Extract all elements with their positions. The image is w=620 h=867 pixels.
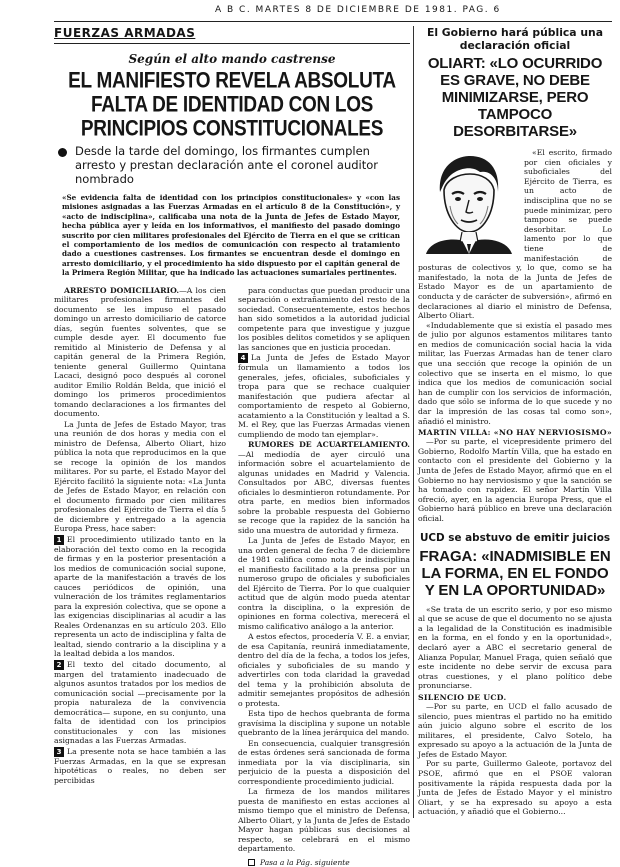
- point-number: 4: [238, 353, 248, 363]
- paragraph-text: —Al mediodía de ayer circuló una información sobre el acuartelamiento de algunas unidades en Madrid y Valencia. Consultados por ABC, diversas fuentes oficiales lo desmintieron rotundamente. Por otra parte, en medios bien informados sobre la probable respuesta del Gobierno se recoge que la rapidez de la sanción ha sido una muestra de autoridad y firmeza.: [238, 449, 410, 535]
- paragraph-text: El texto del citado documento, al margen del tratamiento inadecuado de algunos asuntos tratados por los medios de comunicación social —precisamente por la propia naturaleza de la convivencia democrática— supone, en su conjunto, una falta de identidad con los principios constitucionales y con las misiones asignadas a las Fuerzas Armadas.: [54, 659, 226, 746]
- point-number: 2: [54, 660, 64, 670]
- sidebar-paragraph: —Por su parte, en UCD el fallo acusado de silencio, pues mientras el partido no ha emitido aún juicio alguno sobre el escrito de los militares, el presidente, Calvo Sotelo, ha expresado su apoyo a la actuación de la Junta de Jefes de Estado Mayor.: [418, 701, 612, 759]
- paragraph-lead: ARRESTO DOMICILIARIO.: [64, 285, 180, 295]
- continue-link[interactable]: [238, 858, 410, 867]
- oliart-kicker: El Gobierno hará pública una declaración oficial: [426, 26, 604, 52]
- subhead-text: Desde la tarde del domingo, los firmantes cumplen arresto y prestan declaración ante el coronel auditor nombrado: [75, 144, 379, 186]
- article-subhead: [54, 144, 410, 186]
- sidebar-paragraph: «El escrito, firmado por cien oficiales y suboficiales del Ejército de Tierra, es un acto de indisciplina que no se puede minimizar, pero tampoco se puede desorbitar. Lo lamento por lo que tiene de manifestación de posturas de colectivos y, lo que, como se ha manifestado, la nota de la Junta de Jefes de Estado Mayor es de un apartamiento de conducta y de carácter de subversión», afirmó en declaraciones al diario el ministro de Defensa, Alberto Oliart.: [418, 148, 612, 321]
- martin-villa-subhead: MARTIN VILLA: «NO HAY NERVIOSISMO»: [418, 428, 612, 438]
- article-paragraph: [238, 286, 410, 353]
- oliart-body: [418, 148, 612, 524]
- article-column-2: [238, 286, 410, 867]
- article-kicker: Según el alto mando castrense: [128, 52, 336, 66]
- paragraph-text: A estos efectos, procedería V. E. a enviar, de esa Capitanía, reunirá inmediatamente, dentro del día de la fecha, a todos los jefes, oficiales y suboficiales de su mando y advertirles con toda claridad la gravedad del tema y la prohibición absoluta de admitir semejantes propósitos de adhesión o protesta.: [238, 632, 410, 708]
- oliart-headline: OLIART: «LO OCURRIDO ES GRAVE, NO DEBE MINIMIZARSE, PERO TAMPOCO DESORBITARSE»: [427, 55, 603, 140]
- paragraph-text: La firmeza de los mandos militares puesta de manifiesto en estas acciones al mismo tiempo que el ministro de Defensa, Alberto Oliart, y la Junta de Jefes de Estado Mayor hagan públicas sus decisiones al respecto, se celebrará en el mismo departamento.: [238, 787, 410, 854]
- martin-villa-paragraphs: [418, 437, 612, 523]
- article-column-1: [54, 286, 226, 867]
- square-icon: [248, 859, 255, 866]
- paragraph-text: El procedimiento utilizado tanto en la elaboración del texto como en la recogida de firmas y en la posterior presentación a los medios de comunicación social supone, aparte de la manifestación a través de los cauces periódicos de opinión, una vulneración de los trámites reglamentarios para la expresión colectiva, que se opone a las exigencias disciplinarias al acudir a las Reales Ordenanzas en su artículo 203. Ello representa un acto de indisciplina y falta de lealtad, siendo contrario a la disciplina y a la lealtad debida a los mandos.: [54, 534, 226, 659]
- fraga-headline: FRAGA: «INADMISIBLE EN LA FORMA, EN EL FONDO Y EN LA OPORTUNIDAD»: [419, 547, 611, 599]
- portrait-photo: [418, 148, 518, 254]
- continue-text: Pasa a la Pág. siguiente: [260, 857, 350, 867]
- paragraph-text: Esta tipo de hechos quebranta de forma gravísima la disciplina y supone un notable quebranto de la línea jerárquica del mando.: [238, 709, 410, 738]
- article-paragraph: [238, 739, 410, 787]
- article-paragraph: [54, 660, 226, 746]
- sidebar-articles: [418, 26, 612, 818]
- sidebar-paragraph: «Se trata de un escrito serio, y por eso mismo al que se acuse de que el documento no se ajusta a la legalidad de la Constitución es inadmisible en la forma, en el fondo y en la oportunidad», declaró ayer a ABC el secretario general de Alianza Popular, Manuel Fraga, quien señaló que este incidente no debe servir de excusa para otras cuestiones, y el plano político debe pronunciarse.: [418, 604, 612, 691]
- column-divider: [413, 26, 414, 818]
- article-columns: [54, 286, 410, 867]
- ucd-paragraphs: [418, 702, 612, 817]
- article-paragraph: [238, 353, 410, 439]
- article-paragraph: [238, 632, 410, 708]
- header-rule: [54, 21, 612, 22]
- section-rule: [54, 43, 410, 44]
- paragraph-text: La presente nota se hace también a las Fuerzas Armadas, en la que se expresan hipotéticas o reales, no deben ser percibidas: [54, 746, 226, 785]
- article-paragraph: [54, 286, 226, 419]
- article-paragraph: [238, 536, 410, 631]
- article-paragraph: [54, 420, 226, 534]
- point-number: 1: [54, 535, 64, 545]
- sidebar-paragraph: —Por su parte, el vicepresidente primero del Gobierno, Rodolfo Martín Villa, que ha estado en contacto con el presidente del Gobierno y la Junta de Jefes de Estado Mayor, afirmó que en el Gobierno no hay nerviosismo y que la sanción se ha tomado con rapidez. El señor Martín Villa ofreció, ayer, en la agencia Europa Press, que el Gobierno hará público en breve una declaración oficial.: [418, 437, 612, 523]
- fraga-kicker: UCD se abstuvo de emitir juicios: [419, 531, 611, 544]
- page-folio: A B C. MARTES 8 DE DICIEMBRE DE 1981. PAG. 6: [215, 5, 501, 15]
- sidebar-paragraph: Por su parte, Guillermo Galeote, portavoz del PSOE, afirmó que en el PSOE valoran positivamente la rápida respuesta dada por la Junta de Jefes de Estado Mayor y el ministro Oliart, y se ha expresado su apoyo a esta actuación, y añadió que el Gobierno...: [418, 759, 612, 817]
- article-headline: EL MANIFIESTO REVELA ABSOLUTA FALTA DE IDENTIDAD CON LOS PRINCIPIOS CONSTITUCIONALES: [68, 69, 396, 142]
- article-paragraph: [238, 440, 410, 535]
- article-intro: «Se evidencia falta de identidad con los principios constitucionales» y «con las misiones asignadas a las Fuerzas Armadas en el artículo 8 de la Constitución», y «acto de indisciplina», calificaba una nota de la Junta de Jefes de Estado Mayor, hecha pública ayer y leída en los informativos, el manifiesto del pasado domingo suscrito por cien militares profesionales del Ejército de Tierra en el que se critican el comportamiento de los medios de comunicación con respecto al tratamiento dado a cuestiones castrenses. Los firmantes se encuentran desde el domingo en arresto domiciliario, y el procedimiento ha sido dispuesto por el capitán general de la Primera Región Militar, que ha indicado las actuaciones sumariales pertinentes.: [62, 193, 400, 278]
- main-article: [54, 26, 410, 867]
- point-number: 3: [54, 747, 64, 757]
- paragraph-text: La Junta de Jefes de Estado Mayor, en una orden general de fecha 7 de diciembre de 1981 califica como nota de indisciplina el manifiesto facilitado a la prensa por un numeroso grupo de oficiales y suboficiales del Ejército de Tierra. Por lo que cualquier actitud que de algún modo pueda atentar contra la disciplina, o la expresión de opiniones en forma colectiva, merecerá el mismo calificativo análogo a la anterior.: [238, 536, 410, 631]
- article-paragraph: [238, 787, 410, 854]
- article-paragraph: [238, 709, 410, 738]
- paragraph-lead: RUMORES DE ACUARTELAMIENTO.: [248, 440, 410, 450]
- ucd-subhead: SILENCIO DE UCD.: [418, 692, 507, 702]
- paragraph-text: La Junta de Jefes de Estado Mayor formula un llamamiento a todos los generales, jefes, oficiales, suboficiales y tropa para que se rechace cualquier manifestación que pudiera afectar al comportamiento de respeto al Gobierno, acatamiento a la Constitución y lealtad a S. M. el Rey, que las Fuerzas Armadas vienen cumpliendo de modo tan ejemplar».: [238, 353, 410, 439]
- paragraph-text: —A los cien militares profesionales firmantes del documento se les impuso el pasado domingo un arresto domiciliario de catorce días, según fuentes solventes, que se cumple desde ayer. El documento fue remitido al Ministerio de Defensa y al capitán general de la Primera Región, teniente general Guillermo Quintana Lacaci, designó poco después al coronel auditor Emilio Roldán Belda, que inició el domingo los primeros procedimientos tomando declaraciones a los firmantes del documento.: [54, 285, 226, 419]
- article-paragraph: [54, 535, 226, 659]
- paragraph-text: para conductas que puedan producir una separación o extrañamiento del resto de la sociedad. Consecuentemente, estos hechos han sido sometidos a la autoridad judicial competente para que investigue y juzgue los posibles delitos cometidos y se apliquen las sanciones que en justicia procedan.: [238, 285, 410, 352]
- fraga-paragraphs: [418, 605, 612, 691]
- article-paragraph: [54, 747, 226, 786]
- paragraph-text: En consecuencia, cualquier transgresión de estas órdenes será sancionada de forma inmediata por la vía disciplinaria, sin perjuicio de la puesta a disposición del correspondiente procedimiento judicial.: [238, 738, 410, 786]
- sidebar-paragraph: «Indudablemente que si existía el pasado mes de julio por algunos estamentos militares tanto en medios de comunicación social hacia la vida militar, las Fuerzas Armadas han de tener claro que una sección que recoge la opinión de un colectivo que se inserta en el mismo, lo que indica que los medios de comunicación social han de cumplir con los servicios de información, dado que sólo se informa de lo que sucede y no dar la impresión de las cosas tal como son», añadió el ministro.: [418, 320, 612, 426]
- paragraph-text: La Junta de Jefes de Estado Mayor, tras una reunión de dos horas y media con el ministro de Defensa, Alberto Oliart, hizo pública la nota que reproducimos en la que se recoge la opinión de los mandos militares. Por su parte, el Estado Mayor del Ejército facilitó la siguiente nota: «La Junta de Jefes de Estado Mayor, en relación con el documento firmado por cien militares profesionales del Ejército de Tierra el día 5 de diciembre y entregado a la agencia Europa Press, hace saber:: [54, 419, 226, 534]
- section-label: FUERZAS ARMADAS: [54, 26, 196, 40]
- bullet-icon: [58, 148, 67, 157]
